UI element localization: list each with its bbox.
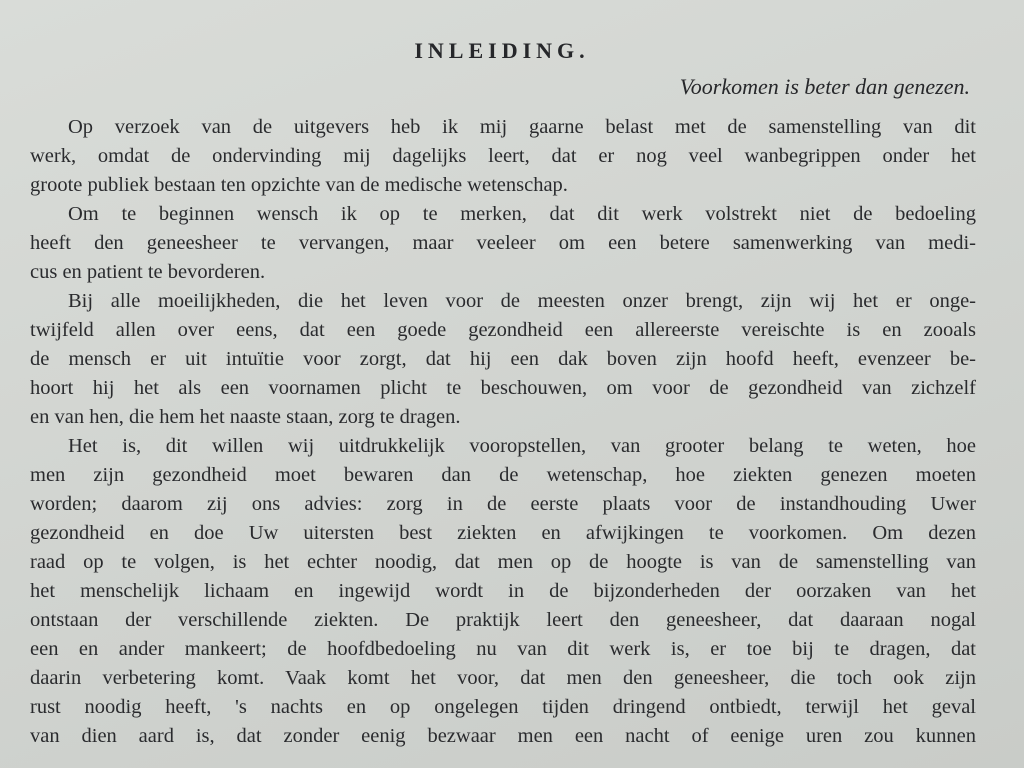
text-line: twijfeld allen over eens, dat een goede gezondheid een allereerste vereischte is en zooals xyxy=(30,319,976,341)
text-line: Op verzoek van de uitgevers heb ik mij gaarne belast met de samenstelling van dit xyxy=(68,116,976,138)
page-title: INLEIDING. xyxy=(414,38,590,63)
text-line: men zijn gezondheid moet bewaren dan de wetenschap, hoe ziekten genezen moeten xyxy=(30,464,976,486)
text-line: werk, omdat de ondervinding mij dagelijks leert, dat er nog veel wanbegrippen onder het xyxy=(30,145,976,167)
text-line: de mensch er uit intuïtie voor zorgt, dat hij een dak boven zijn hoofd heeft, evenzeer be- xyxy=(30,348,976,370)
text-line: daarin verbetering komt. Vaak komt het voor, dat men den geneesheer, die toch ook zijn xyxy=(30,667,976,689)
text-line: groote publiek bestaan ten opzichte van de medische wetenschap. xyxy=(30,174,568,196)
text-line: Bij alle moeilijkheden, die het leven voor de meesten onzer brengt, zijn wij het er onge- xyxy=(68,290,976,312)
text-line: hoort hij het als een voornamen plicht te beschouwen, om voor de gezondheid van zichzelf xyxy=(30,377,976,399)
text-line: van dien aard is, dat zonder eenig bezwaar men een nacht of eenige uren zou kunnen xyxy=(30,725,976,747)
text-line: ontstaan der verschillende ziekten. De praktijk leert den geneesheer, dat daaraan nogal xyxy=(30,609,976,631)
text-line: het menschelijk lichaam en ingewijd wordt in de bijzonderheden der oorzaken van het xyxy=(30,580,976,602)
motto-epigraph: Voorkomen is beter dan genezen. xyxy=(679,74,970,99)
text-line: Het is, dit willen wij uitdrukkelijk vooropstellen, van grooter belang te weten, hoe xyxy=(68,435,976,457)
text-line: en van hen, die hem het naaste staan, zorg te dragen. xyxy=(30,406,461,428)
text-line: cus en patient te bevorderen. xyxy=(30,261,266,283)
text-line: gezondheid en doe Uw uitersten best ziekten en afwijkingen te voorkomen. Om dezen xyxy=(30,522,976,544)
text-line: rust noodig heeft, 's nachts en op ongelegen tijden dringend ontbiedt, terwijl het geval xyxy=(30,696,976,718)
text-line: worden; daarom zij ons advies: zorg in de eerste plaats voor de instandhouding Uwer xyxy=(30,493,976,515)
text-line: raad op te volgen, is het echter noodig, dat men op de hoogte is van de samenstelling van xyxy=(30,551,976,573)
text-line: heeft den geneesheer te vervangen, maar veeleer om een betere samenwerking van medi- xyxy=(30,232,976,254)
text-line: een en ander mankeert; de hoofdbedoeling nu van dit werk is, er toe bij te dragen, dat xyxy=(30,638,976,660)
body-text xyxy=(30,113,976,751)
text-line: Om te beginnen wensch ik op te merken, dat dit werk volstrekt niet de bedoeling xyxy=(68,203,976,225)
